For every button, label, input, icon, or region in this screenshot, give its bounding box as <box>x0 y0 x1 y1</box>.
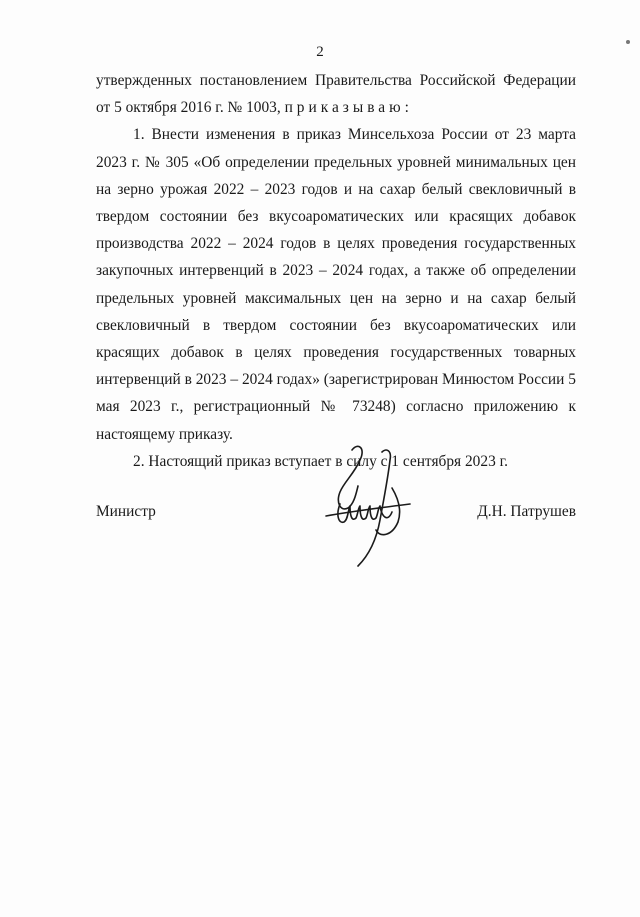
item-2-paragraph: 2. Настоящий приказ вступает в силу с 1 сентября 2023 г. <box>133 452 509 470</box>
page-number: 2 <box>316 44 324 60</box>
order-word: приказываю: <box>284 99 413 117</box>
handwritten-signature <box>318 438 428 573</box>
document-body <box>96 67 576 475</box>
signatory-name: Д.Н. Патрушев <box>477 503 576 520</box>
item-1-paragraph: 1. Внести изменения в приказ Минсельхоза России от 23 марта 2023 г. № 305 «Об определении предельных уровней минимальных цен на зерно урожая 2022 – 2023 годов и на сахар белый свекловичный в твердом состоянии без вкусоароматических или красящих добавок производства 2022 – 2024 годов в целях проведения государственных закупочных интервенций в 2023 – 2024 годах, а также об определении предельных уровней максимальных цен на зерно и на сахар белый свекловичный в твердом состоянии без вкусоароматических или красящих добавок в целях проведения государственных товарных интервенций в 2023 – 2024 годах» (зарегистрирован Минюстом России 5 мая 2023 г., регистрационный № 73248) согласно приложению к настоящему приказу. <box>96 126 576 443</box>
intro-paragraph <box>96 67 576 121</box>
signatory-role: Министр <box>96 503 156 520</box>
intro-text: утвержденных постановлением Правительства Российской Федерации от 5 октября 2016 г. № 1003, <box>96 72 576 117</box>
